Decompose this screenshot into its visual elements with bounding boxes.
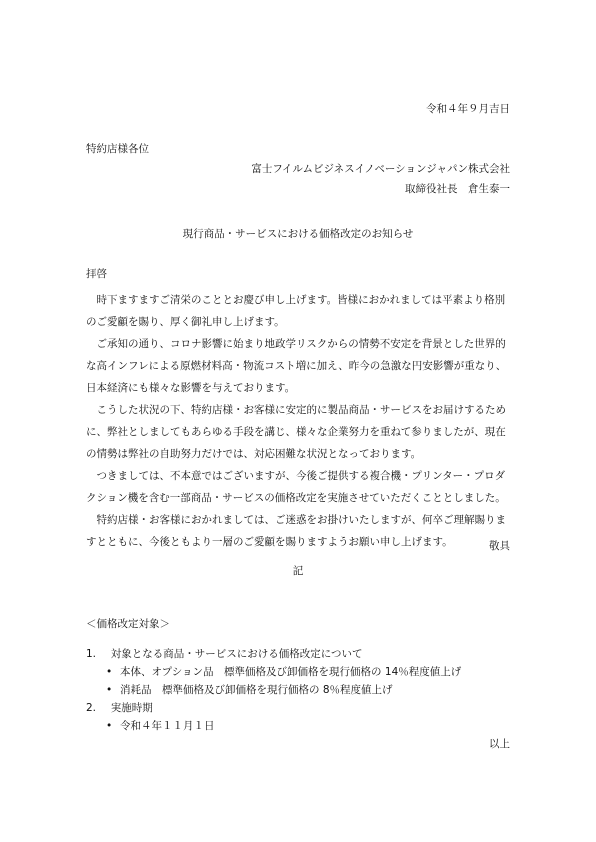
end-ijou: 以上	[489, 738, 510, 750]
body-paragraph-5: 特約店様・お客様におかれましては、ご迷惑をお掛けいたしますが、何卒ご理解賜りますとともに、今後ともより一層のご愛顧を賜りますようお願い申し上げます。	[86, 514, 506, 548]
closing-keigu: 敬具	[489, 540, 510, 552]
list-item-2	[86, 702, 153, 715]
list-label: 対象となる商品・サービスにおける価格改定について	[110, 648, 363, 660]
document-date: 令和４年９月吉日	[426, 103, 510, 115]
bullet-text: 消耗品 標準価格及び卸価格を現行価格の 8％程度値上げ	[120, 684, 393, 696]
list-item-1-bullet-1	[106, 666, 461, 679]
ki-marker: 記	[292, 565, 304, 577]
document-title: 現行商品・サービスにおける価格改定のお知らせ	[182, 228, 414, 240]
addressee: 特約店様各位	[86, 143, 149, 155]
bullet-icon: •	[106, 720, 113, 732]
signatory: 取締役社長 倉生泰一	[405, 183, 510, 195]
salutation: 拝啓	[86, 268, 107, 280]
list-item-1	[86, 648, 363, 661]
list-number: 1.	[86, 648, 97, 660]
bullet-text: 令和４年１１月１日	[120, 720, 215, 732]
list-item-2-bullet-1	[106, 720, 215, 733]
list-label: 実施時期	[110, 702, 153, 714]
body-paragraph-1: 時下ますますご清栄のこととお慶び申し上げます。皆様におかれましては平素より格別のご愛顧を賜り、厚く御礼申し上げます。	[86, 294, 506, 328]
section-header: ＜価格改定対象＞	[86, 618, 170, 630]
list-number: 2.	[86, 702, 97, 714]
bullet-icon: •	[106, 666, 113, 678]
body-paragraph-4: つきましては、不本意ではございますが、今後ご提供する複合機・プリンター・プロダクション機を含む一部商品・サービスの価格改定を実施させていただくこととしました。	[86, 470, 506, 504]
company-name: 富士フイルムビジネスイノベーションジャパン株式会社	[251, 163, 510, 175]
bullet-icon: •	[106, 684, 113, 696]
list-item-1-bullet-2	[106, 684, 393, 697]
body-paragraph-3: こうした状況の下、特約店様・お客様に安定的に製品商品・サービスをお届けするために、弊社としましてもあらゆる手段を講じ、様々な企業努力を重ねて参りましたが、現在の情勢は弊社の自助努力だけでは、対応困難な状況となっております。	[86, 404, 506, 460]
body-paragraph-2: ご承知の通り、コロナ影響に始まり地政学リスクからの情勢不安定を背景とした世界的な高インフレによる原燃材料高・物流コスト増に加え、昨今の急激な円安影響が重なり、日本経済にも様々な影響を与えております。	[86, 338, 507, 394]
bullet-text: 本体、オプション品 標準価格及び卸価格を現行価格の 14％程度値上げ	[120, 666, 462, 678]
